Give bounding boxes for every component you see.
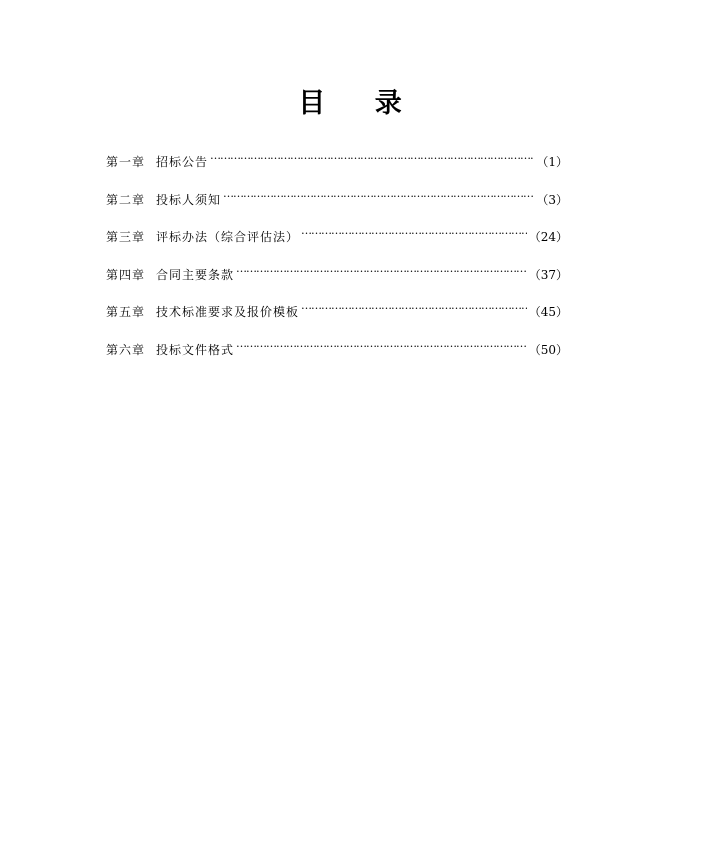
toc-chapter-name: 投标文件格式 — [156, 342, 235, 357]
toc-dot-leader — [223, 184, 534, 204]
toc-chapter-name: 评标办法（综合评估法） — [156, 230, 300, 244]
toc-page-number: （37） — [528, 267, 568, 282]
toc-dot-leader — [301, 296, 527, 316]
toc-dot-leader — [236, 259, 527, 279]
toc-entry-chapter-6[interactable] — [106, 334, 568, 372]
toc-dot-leader — [236, 334, 527, 354]
toc-page-number: （50） — [528, 342, 568, 357]
toc-entry-chapter-1[interactable] — [106, 146, 568, 184]
toc-chapter-name: 合同主要条款 — [156, 267, 235, 282]
toc-chapter-name: 招标公告 — [156, 155, 209, 169]
toc-entry-chapter-3[interactable] — [106, 221, 568, 259]
toc-entry-chapter-5[interactable] — [106, 296, 568, 334]
toc-chapter-number: 第三章 — [106, 230, 146, 244]
toc-page-number: （3） — [536, 192, 568, 207]
toc-dot-leader — [301, 221, 527, 241]
toc-title: 目 录 — [298, 88, 422, 119]
toc-dot-leader — [210, 146, 534, 166]
toc-chapter-number: 第四章 — [106, 267, 146, 282]
toc-entry-chapter-4[interactable] — [106, 259, 568, 297]
toc-chapter-name: 技术标准要求及报价模板 — [156, 305, 300, 319]
toc-page-number: （1） — [536, 155, 568, 169]
toc-page-number: （24） — [528, 230, 568, 244]
toc-entry-chapter-2[interactable] — [106, 184, 568, 222]
toc-page-number: （45） — [528, 305, 568, 319]
toc-list — [106, 146, 568, 371]
toc-chapter-number: 第六章 — [106, 342, 146, 357]
toc-chapter-name: 投标人须知 — [156, 192, 222, 207]
toc-chapter-number: 第二章 — [106, 192, 146, 207]
toc-chapter-number: 第五章 — [106, 305, 146, 319]
toc-chapter-number: 第一章 — [106, 155, 146, 169]
